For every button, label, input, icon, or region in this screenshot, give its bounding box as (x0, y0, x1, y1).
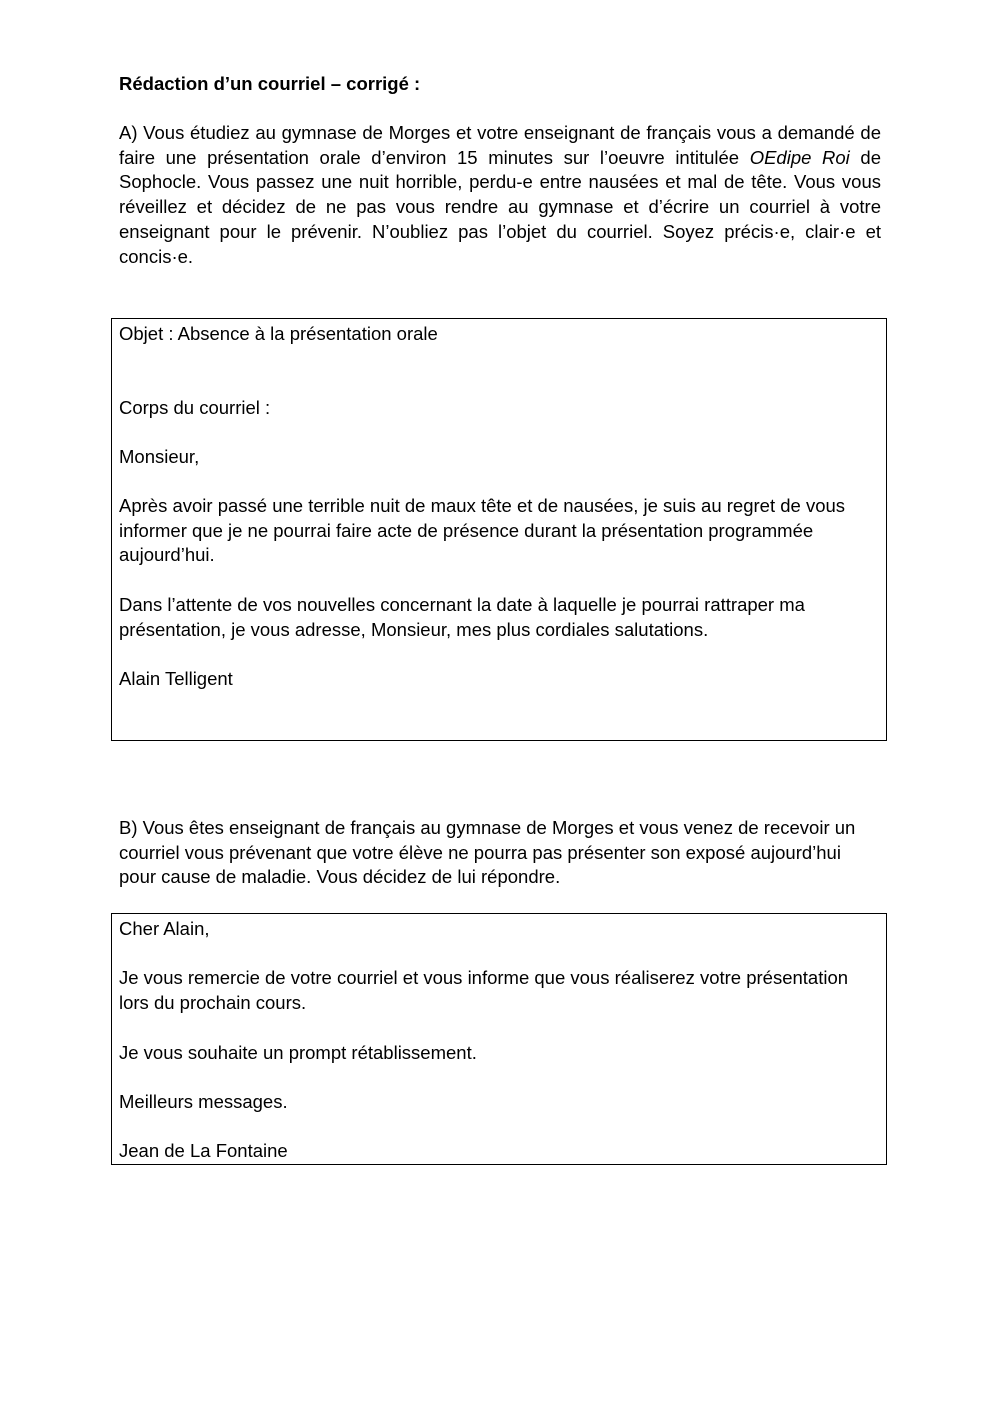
section-a-prompt (119, 121, 881, 269)
reply-salutation: Cher Alain, (119, 918, 210, 939)
reply-closing: Meilleurs messages. (119, 1091, 288, 1112)
work-title: OEdipe Roi (749, 146, 850, 168)
email-paragraph-2: Dans l’attente de vos nouvelles concernant la date à laquelle je pourrai rattraper ma présentation, je vous adresse, Monsieur, mes plus cordiales salutations. (119, 594, 805, 640)
email-signature: Alain Telligent (119, 668, 233, 689)
email-paragraph-1: Après avoir passé une terrible nuit de maux tête et de nausées, je suis au regret de vous informer que je ne pourrai faire acte de présence durant la présentation programmée aujourd’hui. (119, 495, 846, 566)
email-box-a (111, 318, 887, 741)
section-a-prompt-text: A) Vous étudiez au gymnase de Morges et votre enseignant de français vous a demandé de faire une présentation orale d’environ 15 minutes sur l’oeuvre intitulée (119, 122, 881, 168)
email-body-label: Corps du courriel : (119, 397, 271, 418)
reply-signature: Jean de La Fontaine (119, 1140, 288, 1161)
reply-paragraph-1: Je vous remercie de votre courriel et vous informe que vous réaliserez votre présentation lors du prochain cours. (119, 967, 849, 1013)
reply-paragraph-2: Je vous souhaite un prompt rétablissement. (119, 1042, 477, 1063)
section-a-prompt-text-end: de Sophocle. Vous passez une nuit horrible, perdu-e entre nausées et mal de tête. Vous vous réveillez et décidez de ne pas vous rendre au gymnase et d’écrire un courriel à votre enseignant pour le prévenir. N’oubliez pas l’objet du courriel. Soyez précis·e, clair·e et concis·e. (119, 146, 881, 267)
email-salutation: Monsieur, (119, 446, 200, 467)
section-b-prompt: B) Vous êtes enseignant de français au gymnase de Morges et vous venez de recevoir un courriel vous prévenant que votre élève ne pourra pas présenter son exposé aujourd’hui pour cause de maladie. Vous décidez de lui répondre. (119, 817, 856, 888)
document-title: Rédaction d’un courriel – corrigé : (119, 73, 421, 94)
email-subject: Objet : Absence à la présentation orale (119, 323, 438, 344)
email-box-b (111, 913, 887, 1165)
